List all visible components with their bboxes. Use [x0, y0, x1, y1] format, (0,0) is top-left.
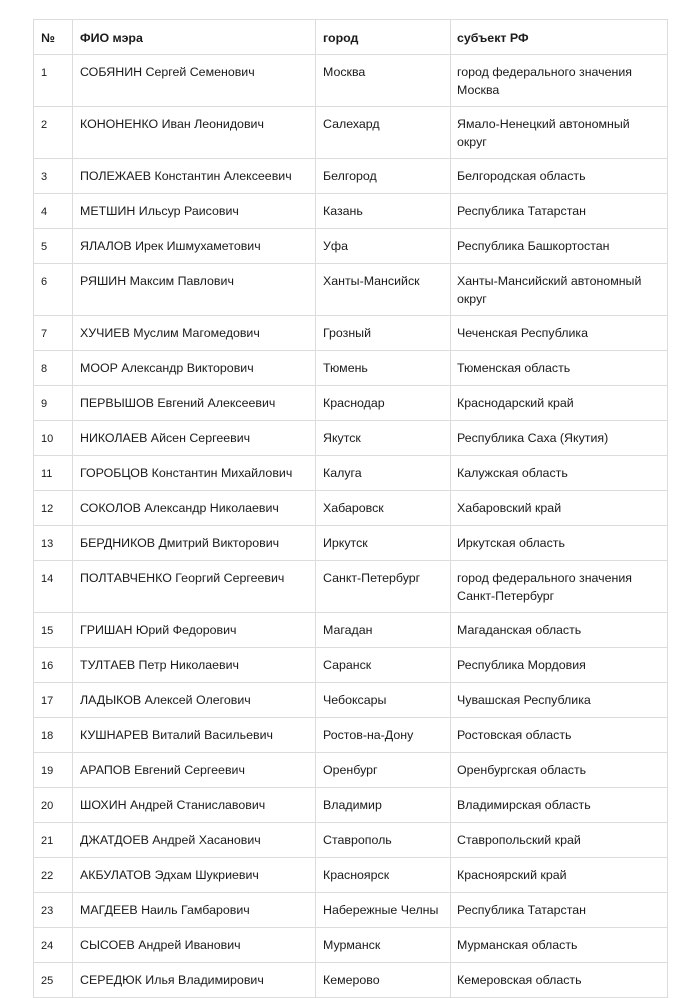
mayor-name: ПОЛЕЖАЕВ Константин Алексеевич — [73, 159, 316, 194]
mayor-name: АКБУЛАТОВ Эдхам Шукриевич — [73, 858, 316, 893]
subject-name: город федерального значения Санкт-Петербург — [451, 561, 668, 613]
table-row — [34, 264, 668, 316]
subject-name: Белгородская область — [451, 159, 668, 194]
city-name: Калуга — [316, 456, 451, 491]
table-row — [34, 893, 668, 928]
mayor-name: БЕРДНИКОВ Дмитрий Викторович — [73, 526, 316, 561]
mayor-name: МАГДЕЕВ Наиль Гамбарович — [73, 893, 316, 928]
table-row — [34, 718, 668, 753]
row-number: 17 — [34, 683, 73, 718]
city-name: Уфа — [316, 229, 451, 264]
table-row — [34, 491, 668, 526]
city-name: Санкт-Петербург — [316, 561, 451, 613]
header-city: город — [316, 20, 451, 55]
table-row — [34, 351, 668, 386]
header-mayor-name: ФИО мэра — [73, 20, 316, 55]
subject-name: город федерального значения Москва — [451, 55, 668, 107]
mayor-name: РЯШИН Максим Павлович — [73, 264, 316, 316]
city-name: Москва — [316, 55, 451, 107]
subject-name: Иркутская область — [451, 526, 668, 561]
subject-name: Республика Мордовия — [451, 648, 668, 683]
mayor-name: КУШНАРЕВ Виталий Васильевич — [73, 718, 316, 753]
mayors-table — [33, 19, 668, 998]
row-number: 12 — [34, 491, 73, 526]
city-name: Белгород — [316, 159, 451, 194]
subject-name: Хабаровский край — [451, 491, 668, 526]
row-number: 7 — [34, 316, 73, 351]
table-row — [34, 229, 668, 264]
mayor-name: ШОХИН Андрей Станиславович — [73, 788, 316, 823]
subject-name: Магаданская область — [451, 613, 668, 648]
city-name: Ханты-Мансийск — [316, 264, 451, 316]
table-row — [34, 928, 668, 963]
table-row — [34, 753, 668, 788]
subject-name: Калужская область — [451, 456, 668, 491]
row-number: 8 — [34, 351, 73, 386]
subject-name: Оренбургская область — [451, 753, 668, 788]
header-number: № — [34, 20, 73, 55]
mayor-name: ПОЛТАВЧЕНКО Георгий Сергеевич — [73, 561, 316, 613]
subject-name: Чувашская Республика — [451, 683, 668, 718]
subject-name: Республика Татарстан — [451, 194, 668, 229]
table-row — [34, 55, 668, 107]
table-row — [34, 107, 668, 159]
subject-name: Ставропольский край — [451, 823, 668, 858]
table-row — [34, 963, 668, 998]
mayor-name: ЯЛАЛОВ Ирек Ишмухаметович — [73, 229, 316, 264]
city-name: Чебоксары — [316, 683, 451, 718]
row-number: 19 — [34, 753, 73, 788]
table-body — [34, 55, 668, 998]
table-row — [34, 788, 668, 823]
table-row — [34, 194, 668, 229]
table-row — [34, 526, 668, 561]
table-header — [34, 20, 668, 55]
header-row — [34, 20, 668, 55]
city-name: Кемерово — [316, 963, 451, 998]
row-number: 11 — [34, 456, 73, 491]
row-number: 1 — [34, 55, 73, 107]
table-row — [34, 421, 668, 456]
city-name: Красноярск — [316, 858, 451, 893]
row-number: 23 — [34, 893, 73, 928]
mayor-name: ТУЛТАЕВ Петр Николаевич — [73, 648, 316, 683]
mayors-table-container — [33, 19, 667, 998]
subject-name: Красноярский край — [451, 858, 668, 893]
row-number: 9 — [34, 386, 73, 421]
row-number: 21 — [34, 823, 73, 858]
row-number: 4 — [34, 194, 73, 229]
city-name: Магадан — [316, 613, 451, 648]
subject-name: Кемеровская область — [451, 963, 668, 998]
table-row — [34, 648, 668, 683]
mayor-name: КОНОНЕНКО Иван Леонидович — [73, 107, 316, 159]
row-number: 18 — [34, 718, 73, 753]
row-number: 24 — [34, 928, 73, 963]
row-number: 22 — [34, 858, 73, 893]
mayor-name: СОБЯНИН Сергей Семенович — [73, 55, 316, 107]
city-name: Саранск — [316, 648, 451, 683]
row-number: 5 — [34, 229, 73, 264]
mayor-name: ГРИШАН Юрий Федорович — [73, 613, 316, 648]
table-row — [34, 823, 668, 858]
subject-name: Республика Саха (Якутия) — [451, 421, 668, 456]
table-row — [34, 561, 668, 613]
table-row — [34, 456, 668, 491]
row-number: 16 — [34, 648, 73, 683]
city-name: Мурманск — [316, 928, 451, 963]
mayor-name: НИКОЛАЕВ Айсен Сергеевич — [73, 421, 316, 456]
city-name: Иркутск — [316, 526, 451, 561]
row-number: 2 — [34, 107, 73, 159]
city-name: Казань — [316, 194, 451, 229]
row-number: 3 — [34, 159, 73, 194]
table-row — [34, 683, 668, 718]
table-row — [34, 613, 668, 648]
city-name: Салехард — [316, 107, 451, 159]
row-number: 25 — [34, 963, 73, 998]
subject-name: Республика Татарстан — [451, 893, 668, 928]
city-name: Якутск — [316, 421, 451, 456]
subject-name: Республика Башкортостан — [451, 229, 668, 264]
subject-name: Ханты-Мансийский автономный округ — [451, 264, 668, 316]
table-row — [34, 858, 668, 893]
mayor-name: МЕТШИН Ильсур Раисович — [73, 194, 316, 229]
subject-name: Тюменская область — [451, 351, 668, 386]
city-name: Ставрополь — [316, 823, 451, 858]
city-name: Грозный — [316, 316, 451, 351]
subject-name: Владимирская область — [451, 788, 668, 823]
city-name: Краснодар — [316, 386, 451, 421]
row-number: 6 — [34, 264, 73, 316]
row-number: 10 — [34, 421, 73, 456]
table-row — [34, 386, 668, 421]
row-number: 15 — [34, 613, 73, 648]
header-subject: субъект РФ — [451, 20, 668, 55]
mayor-name: ПЕРВЫШОВ Евгений Алексеевич — [73, 386, 316, 421]
subject-name: Чеченская Республика — [451, 316, 668, 351]
row-number: 20 — [34, 788, 73, 823]
city-name: Набережные Челны — [316, 893, 451, 928]
subject-name: Краснодарский край — [451, 386, 668, 421]
row-number: 13 — [34, 526, 73, 561]
row-number: 14 — [34, 561, 73, 613]
mayor-name: СОКОЛОВ Александр Николаевич — [73, 491, 316, 526]
subject-name: Мурманская область — [451, 928, 668, 963]
mayor-name: СЕРЕДЮК Илья Владимирович — [73, 963, 316, 998]
mayor-name: ЛАДЫКОВ Алексей Олегович — [73, 683, 316, 718]
mayor-name: МООР Александр Викторович — [73, 351, 316, 386]
subject-name: Ямало-Ненецкий автономный округ — [451, 107, 668, 159]
table-row — [34, 316, 668, 351]
mayor-name: ГОРОБЦОВ Константин Михайлович — [73, 456, 316, 491]
table-row — [34, 159, 668, 194]
mayor-name: АРАПОВ Евгений Сергеевич — [73, 753, 316, 788]
mayor-name: ХУЧИЕВ Муслим Магомедович — [73, 316, 316, 351]
mayor-name: СЫСОЕВ Андрей Иванович — [73, 928, 316, 963]
city-name: Тюмень — [316, 351, 451, 386]
city-name: Хабаровск — [316, 491, 451, 526]
mayor-name: ДЖАТДОЕВ Андрей Хасанович — [73, 823, 316, 858]
city-name: Ростов-на-Дону — [316, 718, 451, 753]
city-name: Оренбург — [316, 753, 451, 788]
city-name: Владимир — [316, 788, 451, 823]
subject-name: Ростовская область — [451, 718, 668, 753]
